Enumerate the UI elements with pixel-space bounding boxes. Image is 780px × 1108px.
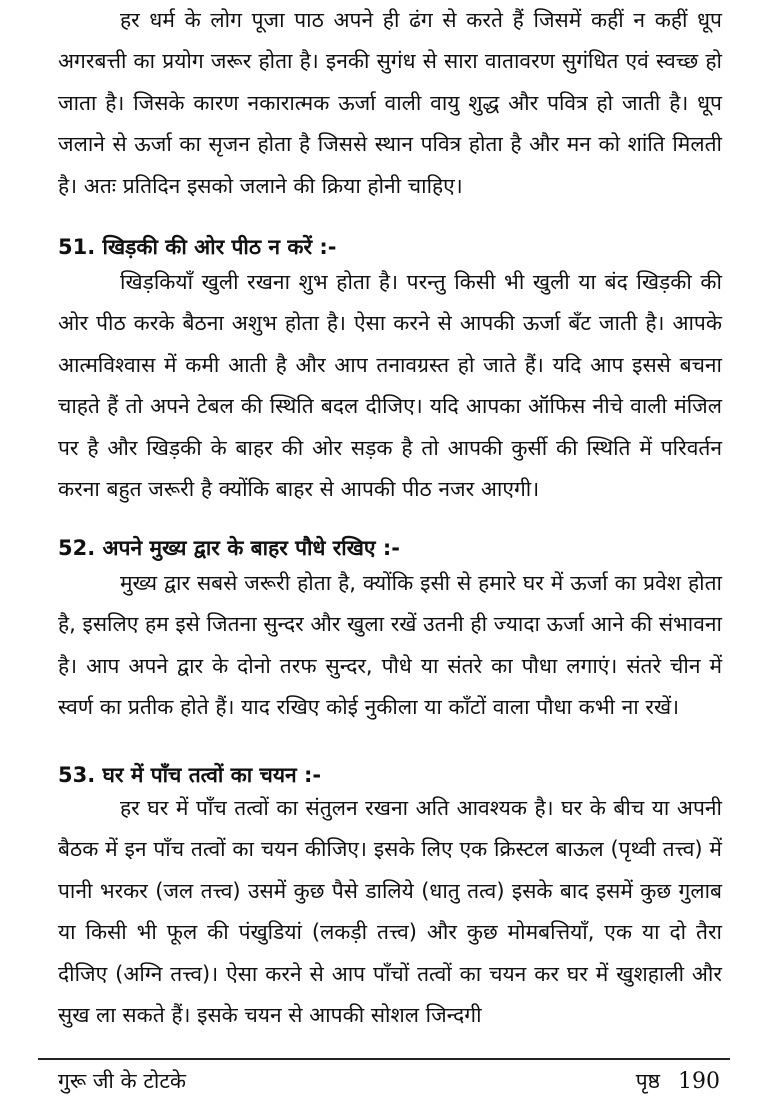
intro-paragraph: हर धर्म के लोग पूजा पाठ अपने ही ढंग से करते हैं जिसमें कहीं न कहीं धूप अगरबत्ती का प्रयोग जरूर होता है। इनकी सुगंध से सारा वातावरण सुगंधित एवं स्वच्छ हो जाता है। जिसके कारण नकारात्मक ऊर्जा वाली वायु शुद्ध और पवित्र हो जाती है। धूप जलाने से ऊर्जा का सृजन होता है जिससे स्थान पवित्र होता है और मन को शांति मिलती है। अतः प्रतिदिन इसको जलाने की क्रिया होनी चाहिए। — [58, 8, 722, 198]
section-53-heading: 53. घर में पाँच तत्वों का चयन :- — [58, 763, 322, 787]
section-52-heading: 52. अपने मुख्य द्वार के बाहर पौधे रखिए :- — [58, 536, 400, 560]
footer-page-info — [636, 1066, 720, 1097]
footer-page-label: पृष्ठ — [635, 1069, 660, 1093]
footer-book-title: गुरू जी के टोटके — [58, 1069, 187, 1093]
section-51-heading: 51. खिड़की की ओर पीठ न करें :- — [58, 235, 337, 259]
section-52-body: मुख्य द्वार सबसे जरूरी होता है, क्योंकि इसी से हमारे घर में ऊर्जा का प्रवेश होता है, इसलिए हम इसे जितना सुन्दर और खुला रखें उतनी ही ज्यादा ऊर्जा आने की संभावना है। आप अपने द्वार के दोनो तरफ सुन्दर, पौधे या संतरे का पौधा लगाएं। संतरे चीन में स्वर्ण का प्रतीक होते हैं। याद रखिए कोई नुकीला या काँटों वाला पौधा कभी ना रखें। — [58, 571, 722, 720]
section-51-body: खिड़कियाँ खुली रखना शुभ होता है। परन्तु किसी भी खुली या बंद खिड़की की ओर पीठ करके बैठना अशुभ होता है। ऐसा करने से आपकी ऊर्जा बँट जाती है। आपके आत्मविश्वास में कमी आती है और आप तनावग्रस्त हो जाते हैं। यदि आप इससे बचना चाहते हैं तो अपने टेबल की स्थिति बदल दीजिए। यदि आपका ऑफिस नीचे वाली मंजिल पर है और खिड़की के बाहर की ओर सड़क है तो आपकी कुर्सी की स्थिति में परिवर्तन करना बहुत जरूरी है क्योंकि बाहर से आपकी पीठ नजर आएगी। — [58, 270, 722, 502]
footer-divider — [38, 1058, 730, 1060]
section-53-body: हर घर में पाँच तत्वों का संतुलन रखना अति आवश्यक है। घर के बीच या अपनी बैठक में इन पाँच तत्वों का चयन कीजिए। इसके लिए एक क्रिस्टल बाऊल (पृथ्वी तत्त्व) में पानी भरकर (जल तत्त्व) उसमें कुछ पैसे डालिये (धातु तत्व) इसके बाद इसमें कुछ गुलाब या किसी भी फूल की पंखुडियां (लकड़ी तत्त्व) और कुछ मोमबत्तियाँ, एक या दो तैरा दीजिए (अग्नि तत्त्व)। ऐसा करने से आप पाँचों तत्वों का चयन कर घर में खुशहाली और सुख ला सकते हैं। इसके चयन से आपकी सोशल जिन्दगी — [58, 796, 722, 1028]
footer-page-number: 190 — [678, 1069, 720, 1094]
